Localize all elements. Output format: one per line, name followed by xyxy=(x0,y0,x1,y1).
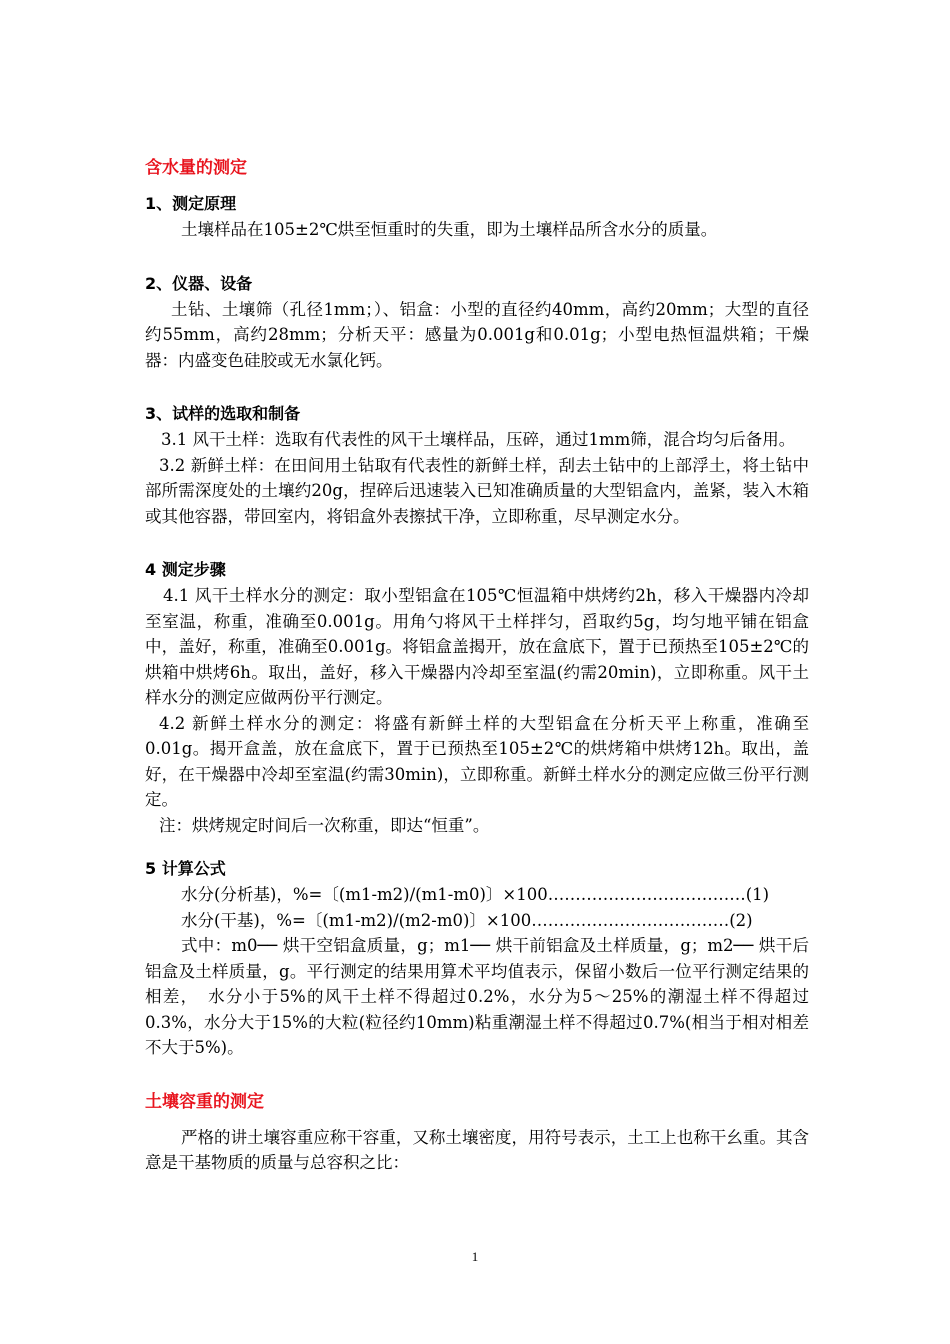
note: 注：烘烤规定时间后一次称重，即达“恒重”。 xyxy=(159,815,490,835)
paragraph: 土钻、土壤筛（孔径1mm；）、铝盒：小型的直径约40mm，高约20mm；大型的直径约55mm，高约28mm；分析天平：感量为0.001g和0.01g；小型电热恒温烘箱；干燥器：内盛变色硅胶或无水氯化钙。 xyxy=(145,299,809,370)
document-body xyxy=(145,155,809,1176)
section-title: 土壤容重的测定 xyxy=(145,1091,264,1112)
paragraph: 式中：m0── 烘干空铝盒质量，g；m1── 烘干前铝盒及土样质量，g；m2── 烘干后铝盒及土样质量，g。平行测定的结果用算术平均值表示，保留小数后一位平行测定结果的相差， 水分小于5%的风干土样不得超过0.2%，水分为5～25%的潮湿土样不得超过0.3%，水分大于15%的大粒(粒径约10mm)粘重潮湿土样不得超过0.7%(相当于相对相差不大于5%)。 xyxy=(145,936,809,1057)
formula-1: 水分(分析基)，%=〔(m1-m2)/(m1-m0)〕×100………………………………(1) xyxy=(181,885,770,904)
section-title: 含水量的测定 xyxy=(145,158,247,178)
page-number: 1 xyxy=(471,1249,479,1264)
subsection-heading: 3、试样的选取和制备 xyxy=(145,404,301,423)
paragraph: 3.1 风干土样：选取有代表性的风干土壤样品，压碎，通过1mm筛，混合均匀后备用。 xyxy=(161,430,796,449)
subsection-heading: 2、仪器、设备 xyxy=(145,273,253,293)
paragraph: 4.2 新鲜土样水分的测定：将盛有新鲜土样的大型铝盒在分析天平上称重，准确至0.01g。揭开盒盖，放在盒底下，置于已预热至105±2℃的烘烤箱中烘烤12h。取出，盖好，在干燥器中冷却至室温(约需30min)，立即称重。新鲜土样水分的测定应做三份平行测定。 xyxy=(145,713,809,809)
formula-2: 水分(干基)，%=〔(m1-m2)/(m2-m0)〕×100………………………………(2) xyxy=(181,910,753,930)
paragraph: 4.1 风干土样水分的测定：取小型铝盒在105℃恒温箱中烘烤约2h，移入干燥器内冷却至室温，称重，准确至0.001g。用角勺将风干土样拌匀，舀取约5g，均匀地平铺在铝盒中，盖好，称重，准确至0.001g。将铝盒盖揭开，放在盒底下，置于已预热至105±2℃的烘箱中烘烤6h。取出，盖好，移入干燥器内冷却至室温(约需20min)，立即称重。风干土样水分的测定应做两份平行测定。 xyxy=(145,586,809,707)
subsection-heading: 4 测定步骤 xyxy=(145,560,226,579)
paragraph: 3.2 新鲜土样：在田间用土钻取有代表性的新鲜土样，刮去土钻中的上部浮土，将土钻中部所需深度处的土壤约20g，捏碎后迅速装入已知准确质量的大型铝盒内，盖紧，装入木箱或其他容器，带回室内，将铝盒外表擦拭干净，立即称重，尽早测定水分。 xyxy=(145,455,809,526)
paragraph: 严格的讲土壤容重应称干容重，又称土壤密度，用符号表示，土工上也称干幺重。其含意是干基物质的质量与总容积之比： xyxy=(145,1127,809,1172)
subsection-heading: 5 计算公式 xyxy=(145,859,226,878)
subsection-heading: 1、测定原理 xyxy=(145,194,237,213)
paragraph: 土壤样品在105±2℃烘至恒重时的失重，即为土壤样品所含水分的质量。 xyxy=(181,220,718,239)
